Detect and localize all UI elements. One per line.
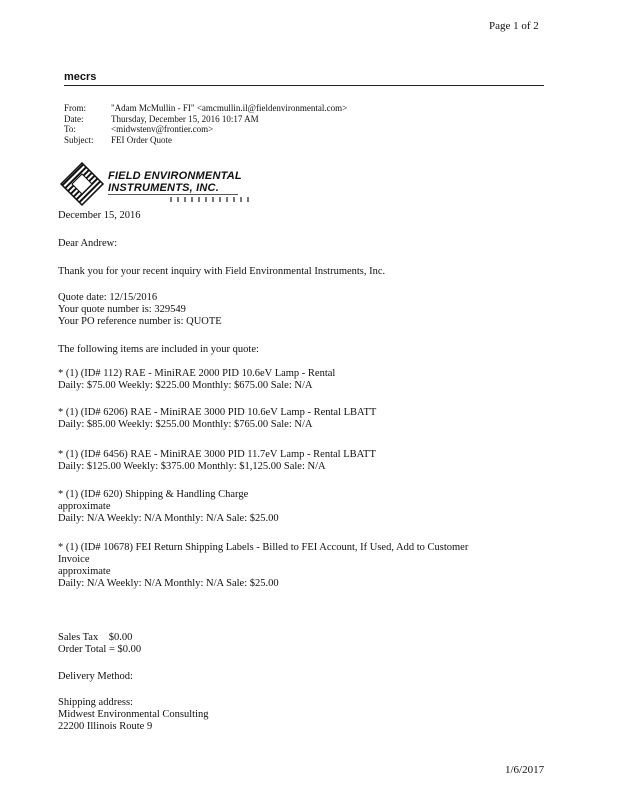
logo-diamond-icon [58,160,106,208]
sender-label: mecrs [64,71,97,83]
item-4-line-2: approximate [58,501,111,512]
shipping-name: Midwest Environmental Consulting [58,709,209,720]
item-5-line-4: Daily: N/A Weekly: N/A Monthly: N/A Sale: $25.00 [58,578,279,589]
delivery-method: Delivery Method: [58,671,133,682]
po-reference: Your PO reference number is: QUOTE [58,316,222,327]
letter-date: December 15, 2016 [58,210,141,221]
item-1-line-1: * (1) (ID# 112) RAE - MiniRAE 2000 PID 10.6eV Lamp - Rental [58,368,336,379]
to-key: To: [64,124,76,134]
footer-date: 1/6/2017 [505,764,545,776]
quote-date: Quote date: 12/15/2016 [58,292,158,303]
totals [58,632,141,656]
logo-underline [108,194,238,195]
date-value: Thursday, December 15, 2016 10:17 AM [111,113,259,124]
shipping-address [58,697,209,733]
to-row [64,124,347,135]
from-value: "Adam McMullin - FI" <amcmullin.il@fieldenvironmental.com> [111,103,348,113]
item-4-line-1: * (1) (ID# 620) Shipping & Handling Charge [58,489,249,500]
quote-item-2 [58,407,376,431]
order-total: Order Total = $0.00 [58,644,142,655]
quote-item-3 [58,449,376,473]
logo-line-2: INSTRUMENTS, INC. [108,182,219,194]
item-3-line-2: Daily: $125.00 Weekly: $375.00 Monthly: $1,125.00 Sale: N/A [58,461,326,472]
intro-text: Thank you for your recent inquiry with Field Environmental Instruments, Inc. [58,266,386,277]
quote-item-5 [58,542,468,590]
quote-item-1 [58,368,335,392]
to-value: <midwstenv@frontier.com> [111,124,214,134]
item-5-line-1: * (1) (ID# 10678) FEI Return Shipping Labels - Billed to FEI Account, If Used, Add to Customer [58,542,469,553]
header-divider [64,85,544,86]
item-1-line-2: Daily: $75.00 Weekly: $225.00 Monthly: $675.00 Sale: N/A [58,380,313,391]
page-number: Page 1 of 2 [489,20,539,32]
item-5-line-3: approximate [58,566,111,577]
item-5-line-2: Invoice [58,554,90,565]
item-3-line-1: * (1) (ID# 6456) RAE - MiniRAE 3000 PID 11.7eV Lamp - Rental LBATT [58,449,376,460]
company-logo [58,160,258,208]
shipping-label: Shipping address: [58,697,133,708]
salutation: Dear Andrew: [58,238,118,249]
subject-row [64,135,347,146]
email-header [64,103,347,145]
item-4-line-3: Daily: N/A Weekly: N/A Monthly: N/A Sale: $25.00 [58,513,279,524]
quote-item-4 [58,489,279,525]
logo-line-1: FIELD ENVIRONMENTAL [108,170,242,182]
subject-value: FEI Order Quote [111,134,172,145]
shipping-street: 22200 Illinois Route 9 [58,721,153,732]
date-key: Date: [64,113,84,124]
quote-number: Your quote number is: 329549 [58,304,186,315]
subject-key: Subject: [64,134,94,145]
date-row [64,114,347,125]
from-key: From: [64,103,87,113]
quote-info [58,292,222,328]
items-intro: The following items are included in your quote: [58,344,259,355]
from-row [64,103,347,114]
item-2-line-2: Daily: $85.00 Weekly: $255.00 Monthly: $765.00 Sale: N/A [58,419,313,430]
sales-tax: Sales Tax $0.00 [58,632,133,643]
item-2-line-1: * (1) (ID# 6206) RAE - MiniRAE 3000 PID 10.6eV Lamp - Rental LBATT [58,407,377,418]
logo-scan-noise [170,197,250,202]
